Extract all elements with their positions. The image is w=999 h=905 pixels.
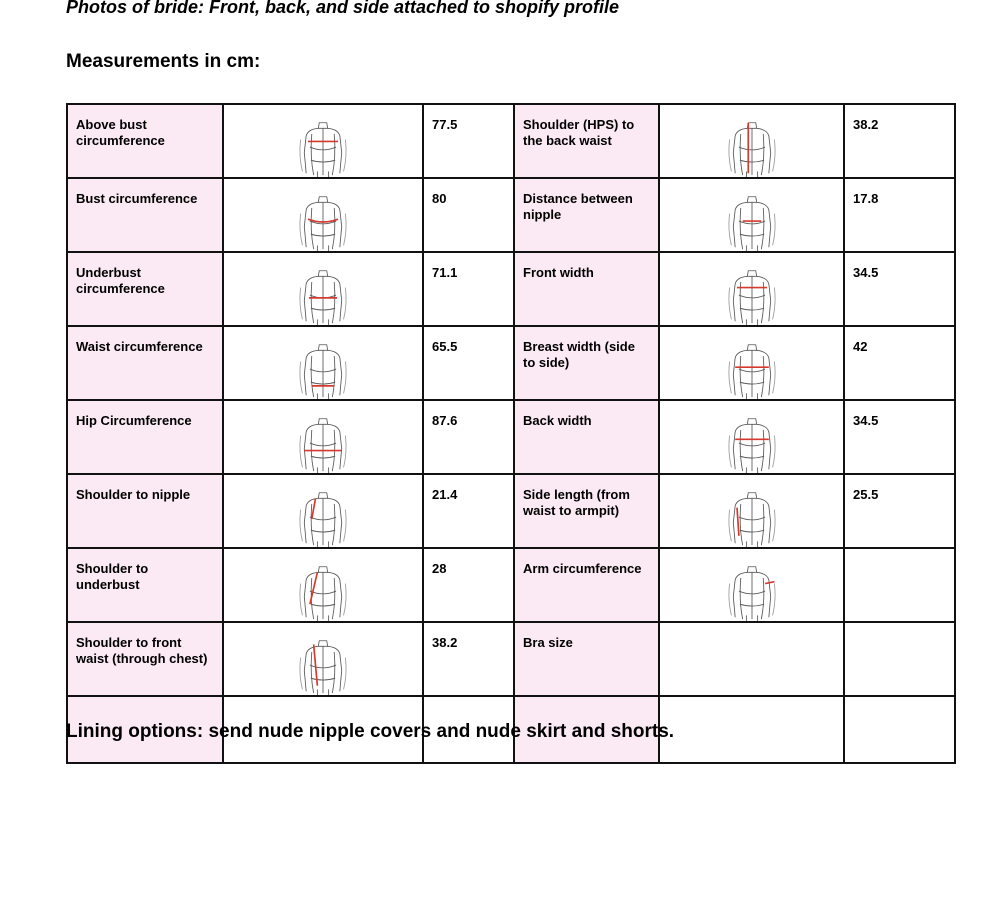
measurement-figure — [223, 622, 423, 696]
dress-form-breast-width-icon — [722, 341, 782, 399]
dress-form-shoulder-front-waist-icon — [293, 637, 353, 695]
dress-form-back-width-icon — [722, 415, 782, 473]
table-row — [67, 548, 955, 622]
measurement-value — [844, 548, 955, 622]
measurement-label: Underbust circumference — [67, 252, 223, 326]
table-row — [67, 252, 955, 326]
measurement-label: Bust circumference — [67, 178, 223, 252]
table-row — [67, 474, 955, 548]
measurement-value: 34.5 — [844, 400, 955, 474]
table-row — [67, 400, 955, 474]
photos-note: Photos of bride: Front, back, and side attached to shopify profile — [66, 0, 620, 17]
measurement-value: 17.8 — [844, 178, 955, 252]
dress-form-shoulder-nipple-icon — [293, 489, 353, 547]
dress-form-above-bust-icon — [293, 119, 353, 177]
measurement-figure — [659, 474, 844, 548]
dress-form-hps-back-waist-icon — [722, 119, 782, 177]
measurement-figure — [223, 104, 423, 178]
dress-form-nipple-distance-icon — [722, 193, 782, 251]
measurement-label: Bra size — [514, 622, 659, 696]
measurement-figure — [223, 548, 423, 622]
measurement-figure — [223, 326, 423, 400]
measurement-label: Front width — [514, 252, 659, 326]
measurement-label: Distance between nipple — [514, 178, 659, 252]
measurement-value — [844, 622, 955, 696]
measurement-figure — [223, 178, 423, 252]
lining-options-note: Lining options: send nude nipple covers and nude skirt and shorts. — [66, 721, 675, 742]
measurements-title: Measurements in cm: — [66, 51, 261, 72]
measurement-figure — [223, 400, 423, 474]
measurement-figure — [659, 178, 844, 252]
table-row — [67, 104, 955, 178]
measurement-value: 87.6 — [423, 400, 514, 474]
dress-form-underbust-icon — [293, 267, 353, 325]
dress-form-arm-icon — [722, 563, 782, 621]
dress-form-front-width-icon — [722, 267, 782, 325]
measurement-figure — [659, 622, 844, 696]
table-row — [67, 178, 955, 252]
measurement-figure — [659, 696, 844, 763]
measurement-label: Shoulder to nipple — [67, 474, 223, 548]
measurements-table — [66, 103, 956, 764]
table-row — [67, 622, 955, 696]
measurement-label: Above bust circumference — [67, 104, 223, 178]
measurement-value — [844, 696, 955, 763]
measurement-label: Arm circumference — [514, 548, 659, 622]
measurement-label: Shoulder (HPS) to the back waist — [514, 104, 659, 178]
measurement-figure — [659, 104, 844, 178]
measurement-value: 80 — [423, 178, 514, 252]
measurement-figure — [223, 252, 423, 326]
measurement-value: 21.4 — [423, 474, 514, 548]
measurement-figure — [659, 326, 844, 400]
measurement-figure — [223, 474, 423, 548]
measurement-value: 25.5 — [844, 474, 955, 548]
measurement-figure — [659, 548, 844, 622]
measurement-label: Shoulder to underbust — [67, 548, 223, 622]
measurement-label: Side length (from waist to armpit) — [514, 474, 659, 548]
measurement-value: 65.5 — [423, 326, 514, 400]
measurement-label: Waist circumference — [67, 326, 223, 400]
measurement-figure — [659, 252, 844, 326]
dress-form-waist-icon — [293, 341, 353, 399]
measurement-label: Breast width (side to side) — [514, 326, 659, 400]
measurement-value: 38.2 — [423, 622, 514, 696]
dress-form-side-length-icon — [722, 489, 782, 547]
measurement-value: 71.1 — [423, 252, 514, 326]
measurement-value: 38.2 — [844, 104, 955, 178]
measurement-value: 34.5 — [844, 252, 955, 326]
measurement-value: 77.5 — [423, 104, 514, 178]
dress-form-shoulder-underbust-icon — [293, 563, 353, 621]
measurement-value: 42 — [844, 326, 955, 400]
table-row — [67, 326, 955, 400]
measurement-figure — [659, 400, 844, 474]
measurement-label: Back width — [514, 400, 659, 474]
measurement-label: Hip Circumference — [67, 400, 223, 474]
dress-form-bust-icon — [293, 193, 353, 251]
measurement-label: Shoulder to front waist (through chest) — [67, 622, 223, 696]
dress-form-hip-icon — [293, 415, 353, 473]
measurement-value: 28 — [423, 548, 514, 622]
